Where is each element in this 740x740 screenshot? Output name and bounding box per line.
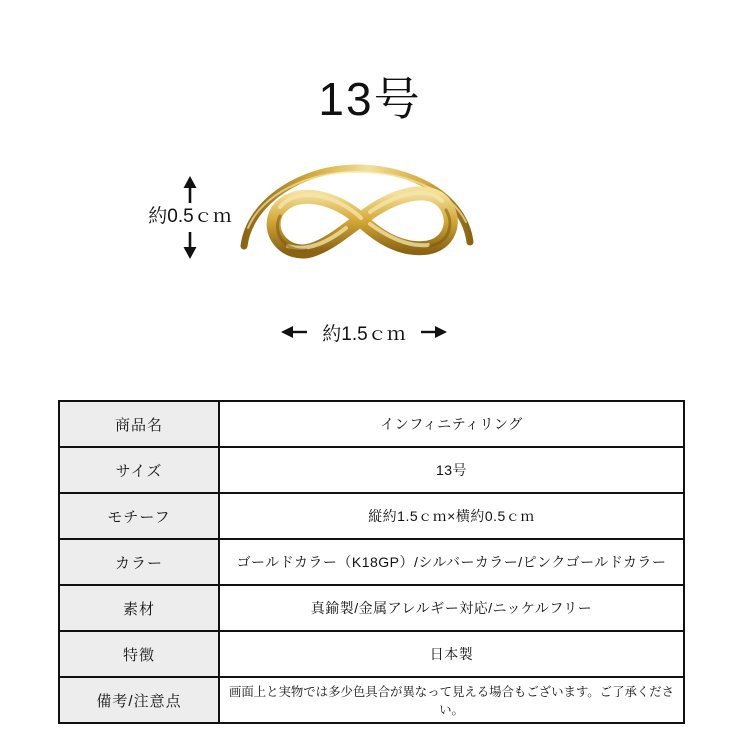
height-dimension <box>144 176 236 259</box>
spec-value: 真鍮製/金属アレルギー対応/ニッケルフリー <box>219 585 684 631</box>
table-row <box>59 401 684 447</box>
width-dimension-label: 約1.5ｃｍ <box>322 323 406 345</box>
spec-label: カラー <box>59 539 219 585</box>
spec-label: 備考/注意点 <box>59 677 219 723</box>
spec-label: 特徴 <box>59 631 219 677</box>
spec-value: ゴールドカラー（K18GP）/シルバーカラー/ピンクゴールドカラー <box>219 539 684 585</box>
table-row <box>59 585 684 631</box>
spec-label: 素材 <box>59 585 219 631</box>
infinity-motif <box>274 193 451 252</box>
table-row <box>59 539 684 585</box>
spec-value: 日本製 <box>219 631 684 677</box>
right-arrow-icon <box>421 325 447 339</box>
page-title: 13号 <box>318 73 422 125</box>
spec-value: インフィニティリング <box>219 401 684 447</box>
down-arrow-icon <box>180 232 200 259</box>
up-arrow-icon <box>180 176 200 203</box>
spec-label: モチーフ <box>59 493 219 539</box>
height-dimension-label: 約0.5ｃｍ <box>148 206 232 227</box>
spec-value: 縦約1.5ｃｍ×横約0.5ｃｍ <box>219 493 684 539</box>
spec-value: 13号 <box>219 447 684 493</box>
left-arrow-icon <box>281 325 307 339</box>
spec-table <box>58 400 685 724</box>
table-row <box>59 677 684 723</box>
spec-label: サイズ <box>59 447 219 493</box>
spec-value: 画面上と実物では多少色具合が異なって見える場合もございます。ご了承ください。 <box>219 677 684 723</box>
table-row <box>59 493 684 539</box>
table-row <box>59 447 684 493</box>
table-row <box>59 631 684 677</box>
infinity-ring-image <box>228 158 480 280</box>
width-dimension <box>281 320 447 344</box>
spec-label: 商品名 <box>59 401 219 447</box>
